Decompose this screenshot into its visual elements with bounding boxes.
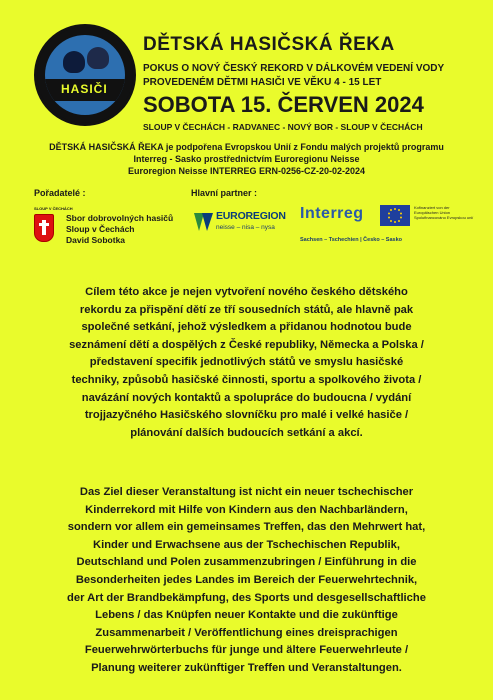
subtitle-line-2: PROVEDENÉM DĚTMI HASIČI VE VĚKU 4 - 15 LET [143,77,382,88]
paragraph-line: plánování dalších budoucích setkání a akcí. [130,426,363,439]
paragraph-line: představení specifik jednotlivých států ve smyslu hasičské [89,356,404,369]
support-statement [0,141,493,177]
coat-of-arms-icon [34,214,54,242]
shield-caption: SLOUP V ČECHÁCH [34,206,73,211]
organizers-label: Pořadatelé : [34,188,86,198]
firefighter-helmet-icon [63,51,85,73]
paragraph-line: der Art der Brandbekämpfung, des Sports und desgesellschaftliche [67,591,426,604]
paragraph-line: Besonderheiten jedes Landes im Bereich der Feuerwehrtechnik, [75,573,418,586]
interreg-logo: Interreg [300,205,364,222]
eu-cofinanced-text: Kofinanziert von der Europäischen Union Spolufinancováno Evropskou unií [414,205,474,220]
organizer-line: Sloup v Čechách [66,224,135,234]
paragraph-line: Planung weiterer zukünftiger Treffen und Veranstaltungen. [91,661,402,674]
organizer-line: Sbor dobrovolných hasičů [66,213,174,223]
euroregion-name: EUROREGION [216,210,286,222]
paragraph-line: Lebens / das Knüpfen neuer Kontakte und die zukünftige [95,609,398,622]
organizer-details [66,213,173,246]
partner-label: Hlavní partner : [191,188,258,198]
logo-text: HASIČI [61,82,108,96]
euroregion-sub: neisse – nisa – nysa [216,224,275,231]
support-line: Euroregion Neisse INTERREG ERN-0256-CZ-20-02-2024 [127,166,366,176]
paragraph-line: Das Ziel dieser Veranstaltung ist nicht ein neuer tschechischer [79,486,414,498]
paragraph-line: Cílem této akce je nejen vytvoření nového českého dětského [85,286,408,298]
subtitle-line-1: POKUS O NOVÝ ČESKÝ REKORD V DÁLKOVÉM VEDENÍ VODY [143,63,445,74]
support-line: Interreg - Sasko prostřednictvím Euroregionu Neisse [133,154,360,164]
czech-paragraph [28,284,465,442]
paragraph-line: rekordu za přispění dětí ze tří sousedních států, ale hlavně pak [79,303,414,316]
event-route: SLOUP V ČECHÁCH - RADVANEC - NOVÝ BOR - SLOUP V ČECHÁCH [143,122,423,132]
paragraph-line: navázání nových kontaktů a spolupráce do budoucna / vydání [81,391,412,404]
interreg-sub: Sachsen – Tschechien | Česko – Sasko [300,237,403,243]
event-date: SOBOTA 15. ČERVEN 2024 [143,92,424,117]
paragraph-line: Deutschland und Polen zusammenzubringen / Einführung in die [76,556,417,569]
paragraph-line: společné setkání, jehož výsledkem a přidanou hodnotou bude [81,321,412,334]
event-logo [34,24,136,126]
organizer-line: David Sobotka [66,235,126,245]
paragraph-line: sondern vor allem ein gemeinsames Treffen, das den Mehrwert hat, [67,521,426,534]
euroregion-logo-icon [193,210,215,234]
paragraph-line: seznámení dětí a dospělých z České republiky, Německa a Polska / [69,338,424,351]
firefighter-helmet-icon [87,47,109,69]
support-line: DĚTSKÁ HASIČSKÁ ŘEKA je podpořena Evropskou Unií z Fondu malých projektů programu [49,142,444,152]
logo-photo [45,35,125,115]
paragraph-line: Kinderrekord mit Hilfe von Kindern aus den Nachbarländern, [85,503,408,516]
paragraph-line: Feuerwehrwörterbuchs für junge und ältere Feuerwehrleute / [84,644,409,657]
page-title: DĚTSKÁ HASIČSKÁ ŘEKA [143,34,395,55]
paragraph-line: Zusammenarbeit / Veröffentlichung eines dreisprachigen [95,626,398,639]
paragraph-line: Kinder und Erwachsene aus der Tschechischen Republik, [93,538,400,551]
paragraph-line: techniky, způsobů hasičské činnosti, sportu a spolkového života / [71,373,422,386]
paragraph-line: trojjazyčného Hasičského slovníčku pro malé i velké hasiče / [84,409,409,422]
eu-flag-icon [380,205,410,226]
german-paragraph [28,484,465,678]
